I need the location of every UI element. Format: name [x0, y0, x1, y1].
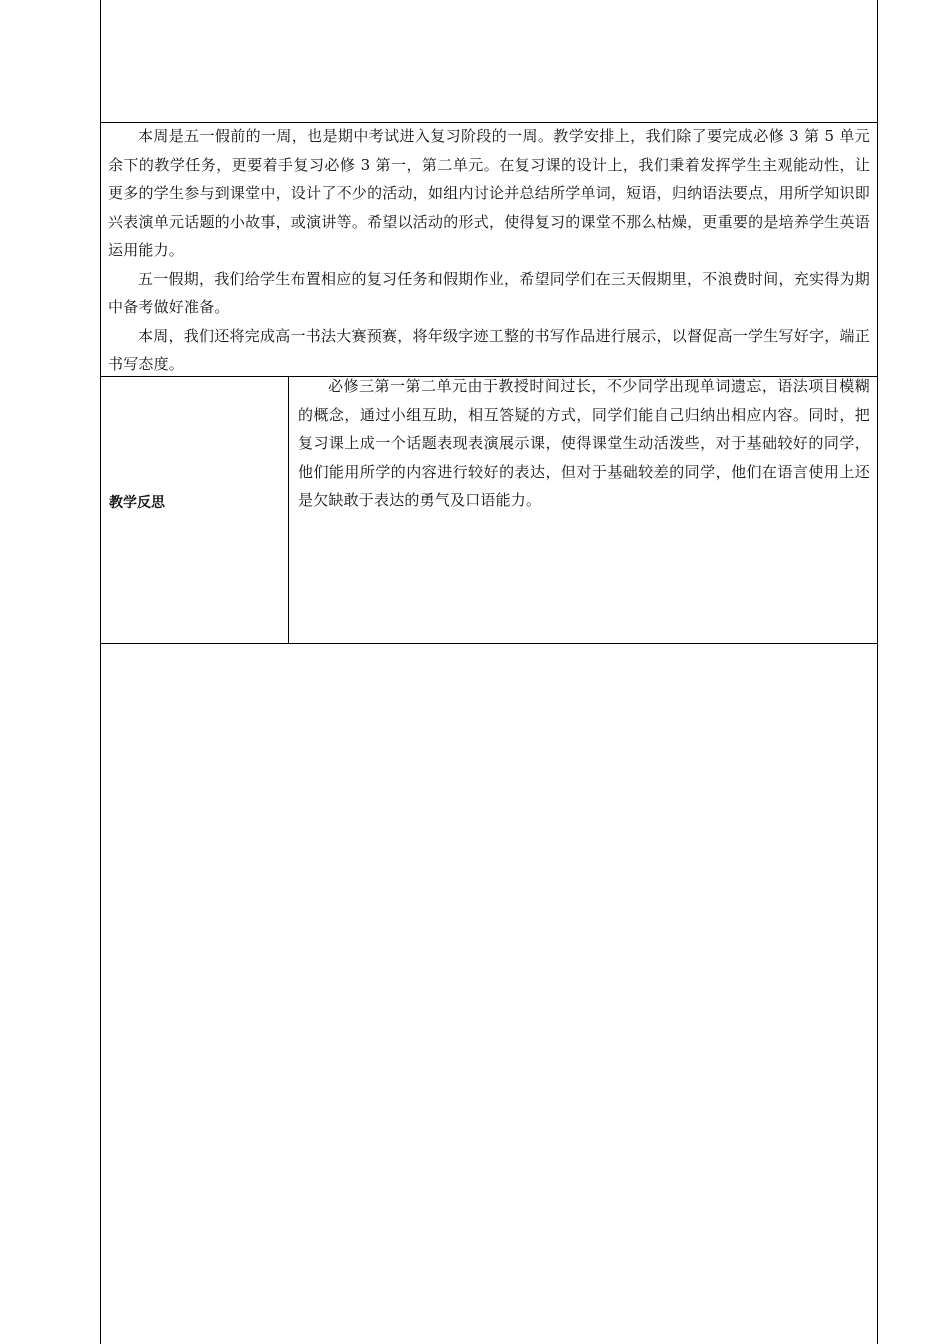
- row-divider-bottom: [100, 643, 878, 644]
- weekly-summary-cell: [108, 122, 870, 379]
- summary-paragraph: 五一假期，我们给学生布置相应的复习任务和假期作业，希望同学们在三天假期里，不浪费时间，充实得为期中备考做好准备。: [108, 269, 870, 316]
- reflection-text: 必修三第一第二单元由于教授时间过长，不少同学出现单词遗忘，语法项目模糊的概念，通过小组互助，相互答疑的方式，同学们能自己归纳出相应内容。同时，把复习课上成一个话题表现表演展示课，使得课堂生动活泼些，对于基础较好的同学，他们能用所学的内容进行较好的表达，但对于基础较差的同学，他们在语言使用上还是欠缺敢于表达的勇气及口语能力。: [298, 377, 870, 509]
- summary-paragraph: 本周，我们还将完成高一书法大赛预赛，将年级字迹工整的书写作品进行展示，以督促高一学生写好字，端正书写态度。: [108, 326, 870, 373]
- summary-paragraph: 本周是五一假前的一周，也是期中考试进入复习阶段的一周。教学安排上，我们除了要完成必修 3 第 5 单元余下的教学任务，更要着手复习必修 3 第一，第二单元。在复习课的设计上，我们秉着发挥学生主观能动性，让更多的学生参与到课堂中，设计了不少的活动，如组内讨论并总结所学单词，短语，归纳语法要点，用所学知识即兴表演单元话题的小故事，或演讲等。希望以活动的形式，使得复习的课堂不那么枯燥，更重要的是培养学生英语运用能力。: [108, 127, 870, 259]
- reflection-cell: [298, 372, 870, 515]
- reflection-column-divider: [288, 376, 289, 644]
- table-right-border: [877, 0, 878, 1344]
- table-left-border: [100, 0, 101, 1344]
- reflection-label: 教学反思: [109, 495, 165, 511]
